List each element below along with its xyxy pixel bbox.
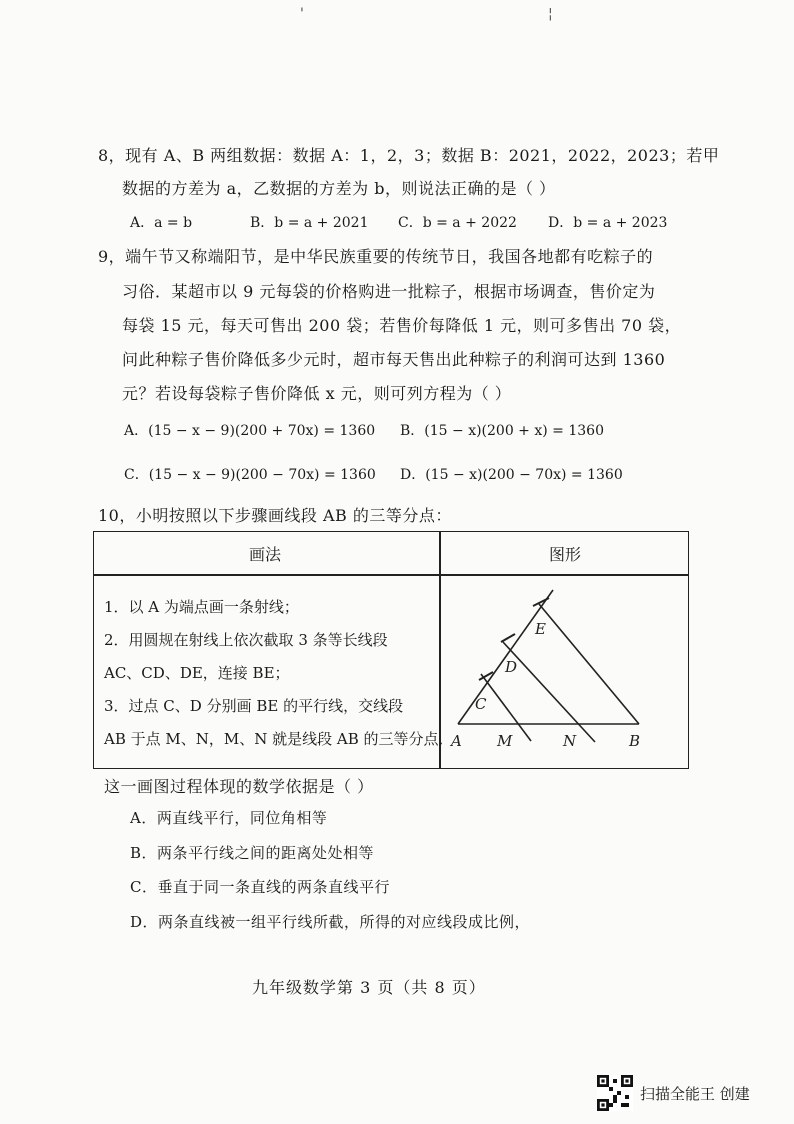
q9-line-1: 9，端午节又称端阳节，是中华民族重要的传统节日，我国各地都有吃粽子的 [98, 247, 654, 266]
label-m: M [497, 732, 513, 750]
q8-option-b: B．b = a + 2021 [250, 215, 369, 231]
q10-question: 这一画图过程体现的数学依据是（ ） [104, 777, 374, 796]
step-1: 1．以 A 为端点画一条射线； [104, 598, 299, 616]
q9-option-a: A．(15 − x − 9)(200 + 70x) = 1360 [124, 423, 376, 439]
label-d: D [505, 658, 518, 676]
arc-tick-d [501, 634, 515, 642]
q9-line-2: 习俗．某超市以 9 元每袋的价格购进一批粽子，根据市场调查，售价定为 [122, 282, 656, 301]
label-c: C [475, 695, 487, 713]
step-3-continued: AB 于点 M、N，M、N 就是线段 AB 的三等分点． [104, 730, 454, 748]
q8-option-c: C．b = a + 2022 [398, 215, 517, 231]
q10-option-c: C．垂直于同一条直线的两条直线平行 [130, 878, 390, 896]
parallel-through-d [503, 642, 595, 742]
label-a: A [451, 732, 462, 750]
q8-option-a: A．a = b [130, 215, 193, 231]
segment-be [539, 604, 639, 724]
scan-mark-right: ¦ [548, 6, 553, 22]
q10-table [93, 531, 689, 769]
label-n: N [563, 732, 577, 750]
q10-option-d: D．两条直线被一组平行线所截，所得的对应线段成比例， [130, 913, 531, 931]
qr-code-icon [597, 1075, 633, 1111]
q8-line-2: 数据的方差为 a，乙数据的方差为 b，则说法正确的是（ ） [122, 179, 556, 198]
scan-mark-left: ' [300, 6, 304, 22]
step-2-continued: AC、CD、DE，连接 BE； [104, 664, 290, 682]
step-2: 2．用圆规在射线上依次截取 3 条等长线段 [104, 631, 388, 649]
q9-line-3: 每袋 15 元，每天可售出 200 袋；若售价每降低 1 元，则可多售出 70 袋， [122, 316, 682, 335]
ray-from-a [458, 590, 553, 724]
q10-option-a: A．两直线平行，同位角相等 [130, 809, 328, 827]
q8-option-d: D．b = a + 2023 [548, 215, 668, 231]
label-b: B [629, 732, 641, 750]
q8-line-1: 8，现有 A、B 两组数据：数据 A：1，2，3；数据 B：2021，2022，2023；若甲 [98, 146, 720, 165]
label-e: E [535, 620, 546, 638]
page-footer: 九年级数学第 3 页（共 8 页） [252, 978, 486, 997]
step-3: 3．过点 C、D 分别画 BE 的平行线，交线段 [104, 697, 404, 715]
scanner-watermark: 扫描全能王 创建 [640, 1085, 750, 1103]
parallel-through-c [481, 674, 531, 741]
q10-intro: 10，小明按照以下步骤画线段 AB 的三等分点： [98, 506, 452, 525]
q9-option-b: B．(15 − x)(200 + x) = 1360 [400, 423, 604, 439]
table-header-figure: 图形 [549, 545, 582, 564]
q10-option-b: B．两条平行线之间的距离处处相等 [130, 844, 375, 862]
table-header-method: 画法 [249, 545, 282, 564]
arc-tick-e [533, 598, 549, 606]
q9-option-c: C．(15 − x − 9)(200 − 70x) = 1360 [124, 467, 376, 483]
q9-line-5: 元？若设每袋粽子售价降低 x 元，则可列方程为（ ） [122, 384, 512, 403]
q9-option-d: D．(15 − x)(200 − 70x) = 1360 [400, 467, 623, 483]
q9-line-4: 问此种粽子售价降低多少元时，超市每天售出此种粽子的利润可达到 1360 [122, 350, 666, 369]
trisection-figure [441, 576, 687, 766]
